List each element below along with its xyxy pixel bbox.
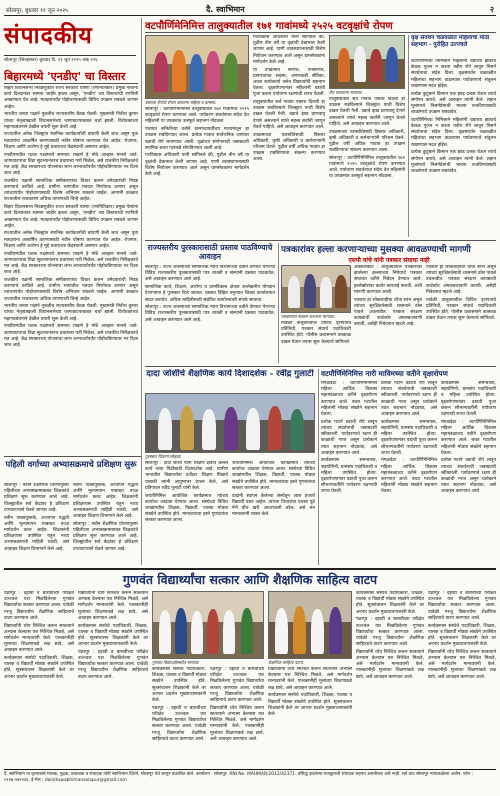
editorial-paragraph: भारतीय जनता पक्षाने नुकतीच राज्यस्तरीय बैठक घेतली. मुख्यमंत्री नितीश कुमार यांच्या नेतृत्वाखाली विधानसभेच्या जागावाटपाबाबत चर्चा झाली. विरोधकांच्या महागठबंधनाने देखील तयारी सुरू केली आहे. [4,112,138,130]
editorial-subline: सोलापूर (जिल्हास्तर) बुधवार दि. ११ जून २०२५ अंक १२६ [4,55,136,64]
column-divider [408,35,409,237]
students-col6 [356,591,424,767]
plantation-paragraph: उपक्रमाच्या यशस्वीतेसाठी विस्तार अधिकारी, कृषी अधिकारी व कर्मचाऱ्यांनी परिश्रम घेतले. पुढील वर्षी अधिक गावांत हा उपक्रम राबविण्याचा संकल्प करण्यात आला. [329,129,405,154]
editorial-paragraph: राज्यातील अनेक जिल्ह्यांत स्थानिक कार्यकर्त्यांची बांधणी केली जात असून युवा मतदारांना आकर्षित करण्यासाठी नवीन घोषणा करण्यात येत आहेत. रोजगार, शिक्षण आणि आरोग्य हे मुद्दे प्रचाराच्या केंद्रस्थानी असणार आहेत. [4,231,138,249]
editorial-masthead [4,18,136,63]
divider [4,83,138,84]
column-divider [278,243,279,363]
journalists-col0 [281,321,351,363]
divider [4,568,496,570]
journalists-paragraph: यावेळी तालुक्यातील विविध वृत्तपत्रांचे प्रतिनिधी, पत्रकार संघाचे पदाधिकारी उपस्थित होते. पोलीस प्रशासनाने तात्काळ दखल घेऊन तपास सुरू केल्याचे सांगितले. [426,297,496,322]
prize-photo [145,393,315,453]
students-paragraph: विद्यार्थ्यांनी ध्येय निश्चित करून सातत्याने अभ्यास केल्यास यश निश्चित मिळते, असे मार्गदर्शन मान्यवरांनी केले. पालकांनीही मुलांच्या शिक्षणाकडे लक्ष द्यावे, असे आवाहन करण्यात आले. [78,591,148,621]
plantation-paragraph: उपक्रमाच्या यशस्वीतेसाठी विस्तार अधिकारी, कृषी अधिकारी व कर्मचाऱ्यांनी परिश्रम घेतले. पुढील वर्षी अधिक गावांत हा उपक्रम राबविण्याचा संकल्प करण्यात आला. [253,132,325,163]
women-plant-paragraph: कार्यक्रमास समन्वयक, सहयोगिनी, ग्रामसंघ पदाधिकारी व महिला उपस्थित होत्या. वृक्षारोपणानंतर वडाची पूजा करून सौभाग्यवतींनी पर्यावरण रक्षणाची शपथ घेतली. [441,381,496,418]
books-photo-caption: शैक्षणिक साहित्य वाटप. [268,660,304,665]
journalists-col1 [354,265,422,363]
books-photo [268,591,352,659]
editorial-section-title: संपादकीय [4,22,93,49]
students-paragraph: कार्यक्रमास संस्थेचे पदाधिकारी, शिक्षक, पालक व विद्यार्थी मोठ्या संख्येने उपस्थित होते. सूत्रसंचालन शिक्षकांनी केले तर आभार प्रदर्शन मुख्याध्यापकांनी केले. [152,667,206,704]
students-paragraph: विद्यार्थ्यांनी ध्येय निश्चित करून सातत्याने अभ्यास केल्यास यश निश्चित मिळते, असे मार्गदर्शन मान्यवरांनी केले. पालकांनीही मुलांच्या शिक्षणाकडे लक्ष द्यावे, असे आवाहन करण्यात आले. [268,667,352,691]
women-story-headline: वृक्ष संवर्धन चळवळीत महिलांचा मोठा सहभाग - पुरोहित उज्ज्वले [411,35,490,48]
page-header-strip [4,3,496,16]
students-paragraph: विद्यार्थ्यांनी ध्येय निश्चित करून सातत्याने अभ्यास केल्यास यश निश्चित मिळते, असे मार्गदर्शन मान्यवरांनी केले. पालकांनीही मुलांच्या शिक्षणाकडे लक्ष द्यावे, असे आवाहन करण्यात आले. [428,649,496,680]
women-plant-col1 [321,381,377,565]
journalists-paragraph: अक्कलकोट : तालुक्यातील पत्रकारावर झालेल्या हल्ल्याच्या निषेधार्थ पत्रकार संघाच्या वतीने निवेदन देण्यात आले. हल्लेखोरांवर कठोर कारवाई करावी, अशी मागणी करण्यात आली. [354,265,422,295]
column-divider [318,369,319,565]
plantation-paragraph: सोलापूर : वटपौर्णिमेनिमित्त तालुक्यातील १७१ गावांमध्ये २५२५ वटवृक्षांचे रोपण करण्यात आले. पर्यावरण संवर्धनाचा संदेश देत महिलांनी या उपक्रमात उत्स्फूर्त सहभाग नोंदवला. [329,155,405,180]
students-paragraph: पंढरपूर : दहावी व बारावीच्या परीक्षेत उज्ज्वल यश मिळविलेल्या गुणवंत विद्यार्थ्यांचा सत्कार करण्यात आला. यावेळी गरजू विद्यार्थ्यांना शैक्षणिक साहित्याचे वाटप करण्यात आले. [4,591,74,621]
editorial-paragraph: एनडीएमधील घटक पक्षांमध्ये समन्वय राखणे हे मोठे आव्हान मानले जाते. जागावाटपाचा तिढा सुटल्यानंतरच प्रचाराला गती मिळेल, असे राजकीय निरीक्षकांचे मत आहे. केंद्र सरकारच्या योजनांचा लाभ लाभार्थ्यांपर्यंत पोहोचविण्यावर भर दिला जात आहे. [4,152,138,177]
students-paragraph: विद्यार्थ्यांनी ध्येय निश्चित करून सातत्याने अभ्यास केल्यास यश निश्चित मिळते, असे मार्गदर्शन मान्यवरांनी केले. पालकांनीही मुलांच्या शिक्षणाकडे लक्ष द्यावे, असे आवाहन करण्यात आले. [4,623,74,654]
award-paragraph: सामाजिक कार्य, शिक्षण, आरोग्य व ग्रामविकास क्षेत्रात उल्लेखनीय योगदान देणाऱ्यांना हे पुरस्कार दिले जातात. प्रस्ताव विहित नमुन्यात जिल्हा कार्यालयात सादर करावेत. अधिक माहितीसाठी संबंधित कार्यालयाशी संपर्क साधावा. [145,285,275,303]
students-paragraph: पंढरपूर : दहावी व बारावीच्या परीक्षेत उज्ज्वल यश मिळविलेल्या गुणवंत विद्यार्थ्यांचा सत्कार करण्यात आला. यावेळी गरजू विद्यार्थ्यांना शैक्षणिक साहित्याचे वाटप करण्यात आले. [78,649,148,680]
print-line-footer: दै. स्वाभिमान या वृत्तपत्राचे मालक, मुद्रक, प्रकाशक व संपादक यांनी स्वाभिमान प्रिंटर्स, सोलापूर येथे छापून प्रकाशित केले. कार्यालय : सोलापूर. RNI No. MAHMAR/2012/42371. प्रसिद्ध झालेल्या मजकुराशी संपादक सहमत असतीलच असे नाही. सर्व वाद सोलापूर न्यायकक्षेच्या अधीन. फोन : ०२१७-२७२२३४, ई-मेल : dainikswabhimansolapur@gmail.com [4,769,496,793]
plantation-paragraph: या उपक्रमात सरपंच, उपसरपंच, ग्रामपंचायत सदस्य, अंगणवाडी सेविका, आशा कार्यकर्त्या तसेच विद्यार्थ्यांनी सहभाग घेतला. वृक्षारोपणानंतर महिलांनी वडाची पूजा करून पर्यावरण रक्षणाची शपथ घेतली. [253,67,325,98]
editorial-paragraph: राज्यातील अनेक जिल्ह्यांत स्थानिक कार्यकर्त्यांची बांधणी केली जात असून युवा मतदारांना आकर्षित करण्यासाठी नवीन घोषणा करण्यात येत आहेत. रोजगार, शिक्षण आणि आरोग्य हे मुद्दे प्रचाराच्या केंद्रस्थानी असणार आहेत. [4,132,138,150]
journalists-paragraph: यावेळी तालुक्यातील विविध वृत्तपत्रांचे प्रतिनिधी, पत्रकार संघाचे पदाधिकारी उपस्थित होते. पोलीस प्रशासनाने तात्काळ दखल घेऊन तपास सुरू केल्याचे सांगितले. [281,321,351,345]
women-plant-col3 [441,381,496,565]
award-paragraph: सोलापूर : राज्य शासनाच्या सामाजिक न्याय विभागाच्या वतीने देण्यात येणाऱ्या विविध राज्यस्तरीय पुरस्कारांसाठी पात्र व्यक्ती व संस्थांनी प्रस्ताव पाठवावेत, असे आवाहन करण्यात आले आहे. [145,265,275,283]
joshi-col1 [145,461,228,565]
women-plant-paragraph: मंगळवेढा : वटपौर्णिमेनिमित्त महिला आर्थिक विकास महामंडळाच्या वतीने वृक्षारोपण करण्यात आले. बचत गटातील महिलांनी मोठ्या संख्येने सहभाग घेतला. [381,458,437,495]
joshi-headline: दादा जोशींचे शैक्षणिक कार्य दिशादर्शक - रवींद्र गुलाटी [146,369,314,379]
plantation-paragraph: गटविकास अधिकारी यांनी सांगितले की, पुढील तीन वर्षे या वृक्षांची देखभाल केली जाणार आहे. पाणी व्यवस्थापनासाठी विशेष नियोजन करण्यात आले असून ग्रामसेवकांना मार्गदर्शन केले आहे. [145,153,249,178]
editorial-paragraph: राजकीय पक्षांनी सामाजिक समीकरणांचा विचार करून उमेदवारांची निवड करण्याचे ठरविले आहे. ग्रामीण भागातील मतदार निर्णायक ठरणार असून त्यांच्यापर्यंत पोहोचण्यासाठी विशेष अभियान राबवले जाईल. आगामी काळात राज्यातील राजकारण अधिक तापण्याची चिन्हे आहेत. [4,178,138,203]
award-body [145,265,275,363]
training-paragraph: नवीन पाठ्यपुस्तके, अध्यापन पद्धती आणि मूल्यमापन याबाबत तज्ज्ञ मार्गदर्शन करत आहेत. शिक्षकांनी प्रशिक्षणास उपस्थित राहून नव्या अभ्यासक्रमाची माहिती घ्यावी, असे आवाहन शिक्षण विभागाने केले आहे. [4,515,69,552]
journalists-subhead: एसपी यांचे यांनी पत्रकार संघाचा नाही [348,257,430,264]
prize-photo-caption: पुरस्कार वितरण सोहळा. [145,454,182,459]
editorial-paragraph: बिहार विधानसभा निवडणुकीत राज्य सरकारी यंत्रणा (रणनितिकार) प्रमुख नेत्यांना कार्य दिल्यानंतर सामना जाहीर झाला असून, 'एनडीए' च्या विस्ताराची रणनिती आखण्यात येत आहे. मतदारांपर्यंत पोहोचण्यासाठी विविध उपक्रम राबवले जाणार आहेत. [4,205,138,229]
training-col1 [4,483,69,565]
editorial-paragraph: एनडीएमधील घटक पक्षांमध्ये समन्वय राखणे हे मोठे आव्हान मानले जाते. जागावाटपाचा तिढा सुटल्यानंतरच प्रचाराला गती मिळेल, असे राजकीय निरीक्षकांचे मत आहे. केंद्र सरकारच्या योजनांचा लाभ लाभार्थ्यांपर्यंत पोहोचविण्यावर भर दिला जात आहे. [4,324,138,348]
women-story-paragraph: वटपौर्णिमेच्या निमित्ताने महिलांनी वडाच्या झाडाचे केवळ पूजन न करता नवीन रोपे लावून निसर्ग संवर्धनाचा संदेश दिला. वृक्षसंवर्धन चळवळीत महिलांचा सहभाग वाढल्यास पर्यावरणाचे संतुलन राखण्यास मदत होईल. [411,117,496,148]
editorial-headline: बिहारमध्ये 'एनडीए' चा विस्तार [4,70,126,83]
plantation-col2 [253,35,325,237]
women-story-paragraph: प्रत्येक कुटुंबाने किमान एक झाड दत्तक घेऊन त्याचे संगोपन करावे, असे आवाहन त्यांनी केले. लहान मुलांमध्ये निसर्गप्रेमाची भावना रुजविण्यासाठी शाळांमध्ये उपक्रम राबवावेत. [411,150,496,174]
plantation-photo [145,35,249,99]
women-plant-paragraph: मंगळवेढा : वटपौर्णिमेनिमित्त महिला आर्थिक विकास महामंडळाच्या वतीने वृक्षारोपण करण्यात आले. बचत गटातील महिलांनी मोठ्या संख्येने सहभाग घेतला. [321,381,377,418]
award-paragraph: सोलापूर : राज्य शासनाच्या सामाजिक न्याय विभागाच्या वतीने देण्यात येणाऱ्या विविध राज्यस्तरीय पुरस्कारांसाठी पात्र व्यक्ती व संस्थांनी प्रस्ताव पाठवावेत, असे आवाहन करण्यात आले आहे. [145,305,275,323]
journalists-paragraph: पत्रकार हा लोकशाहीचा चौथा स्तंभ असून त्यांच्या सुरक्षिततेसाठी शासनाने ठोस पावले उचलावीत. पत्रकार संरक्षण कायद्याची काटेकोर अंमलबजावणी करावी, असेही निवेदनात म्हटले आहे. [354,297,422,328]
women-story-paragraph: वटपौर्णिमेच्या निमित्ताने महिलांनी वडाच्या झाडाचे केवळ पूजन न करता नवीन रोपे लावून निसर्ग संवर्धनाचा संदेश दिला. वृक्षसंवर्धन चळवळीत महिलांचा सहभाग वाढल्यास पर्यावरणाचे संतुलन राखण्यास मदत होईल. [411,59,496,89]
students-col7 [428,591,496,767]
training-col2 [73,483,138,565]
students-photo [152,591,264,659]
students-paragraph: कार्यक्रमास संस्थेचे पदाधिकारी, शिक्षक, पालक व विद्यार्थी मोठ्या संख्येने उपस्थित होते. सूत्रसंचालन शिक्षकांनी केले तर आभार प्रदर्शन मुख्याध्यापकांनी केले. [78,623,148,648]
ceremony-photo-caption: रोप लावताना मान्यवर. [329,90,363,95]
plantation-photo-caption: वडाच्या रोपांचे रोपण करताना महिला व ग्रामस्थ. [145,100,217,105]
plantation-col1 [145,107,249,237]
plantation-paragraph: तालुक्यातील सर्व गावांत एकाच दिवशी हा उपक्रम राबविल्याने जिल्ह्यात याची विशेष दखल घेतली गेली. वडाचे झाड प्राणवायू देणारे असल्याने त्याचे महत्त्व सर्वांनी जाणून घेतले पाहिजे, असे आवाहन करण्यात आले. [329,97,405,127]
joshi-col2 [232,461,315,565]
header-date: सोलापूर, बुधवार ११ जून २०२५ [6,8,68,14]
editorial-paragraph: राजकीय पक्षांनी सामाजिक समीकरणांचा विचार करून उमेदवारांची निवड करण्याचे ठरविले आहे. ग्रामीण भागातील मतदार निर्णायक ठरणार असून त्यांच्यापर्यंत पोहोचण्यासाठी विशेष अभियान राबवले जाईल. आगामी काळात राज्यातील राजकारण अधिक तापण्याची चिन्हे आहेत. [4,277,138,302]
journalists-photo [281,265,351,313]
students-paragraph: पंढरपूर : दहावी व बारावीच्या परीक्षेत उज्ज्वल यश मिळविलेल्या गुणवंत विद्यार्थ्यांचा सत्कार करण्यात आला. यावेळी गरजू विद्यार्थ्यांना शैक्षणिक साहित्याचे वाटप करण्यात आले. [210,667,264,704]
plantation-paragraph: तालुक्यातील सर्व गावांत एकाच दिवशी हा उपक्रम राबविल्याने जिल्ह्यात याची विशेष दखल घेतली गेली. वडाचे झाड प्राणवायू देणारे असल्याने त्याचे महत्त्व सर्वांनी जाणून घेतले पाहिजे, असे आवाहन करण्यात आले. [253,100,325,130]
students-col1 [4,591,74,767]
editorial-body [4,86,138,453]
women-plant-headline: वटपौर्णिमेनिमित्त नारी माविमच्या वतीने वृक्षारोपण [321,369,448,378]
students-paragraph: विद्यार्थ्यांनी ध्येय निश्चित करून सातत्याने अभ्यास केल्यास यश निश्चित मिळते, असे मार्गदर्शन मान्यवरांनी केले. पालकांनीही मुलांच्या शिक्षणाकडे लक्ष द्यावे, असे आवाहन करण्यात आले. [210,705,264,742]
students-col5 [268,667,352,767]
students-headline: गुणवंत विद्यार्थ्यांचा सत्कार आणि शैक्षणिक साहित्य वाटप [122,572,378,587]
women-story-body [411,59,496,237]
students-paragraph: पंढरपूर : दहावी व बारावीच्या परीक्षेत उज्ज्वल यश मिळविलेल्या गुणवंत विद्यार्थ्यांचा सत्कार करण्यात आला. यावेळी गरजू विद्यार्थ्यांना शैक्षणिक साहित्याचे वाटप करण्यात आले. [428,591,496,621]
students-paragraph: विद्यार्थ्यांनी ध्येय निश्चित करून सातत्याने अभ्यास केल्यास यश निश्चित मिळते, असे मार्गदर्शन मान्यवरांनी केले. पालकांनीही मुलांच्या शिक्षणाकडे लक्ष द्यावे, असे आवाहन करण्यात आले. [356,649,424,680]
plantation-paragraph: गटविकास अधिकारी यांनी सांगितले की, पुढील तीन वर्षे या वृक्षांची देखभाल केली जाणार आहे. पाणी व्यवस्थापनासाठी विशेष नियोजन करण्यात आले असून ग्रामसेवकांना मार्गदर्शन केले आहे. [253,35,325,65]
students-paragraph: पंढरपूर : दहावी व बारावीच्या परीक्षेत उज्ज्वल यश मिळविलेल्या गुणवंत विद्यार्थ्यांचा सत्कार करण्यात आला. यावेळी गरजू विद्यार्थ्यांना शैक्षणिक साहित्याचे वाटप करण्यात आले. [356,617,424,648]
award-headline: राज्यस्तरीय पुरस्कारासाठी प्रस्ताव पाठविण्याचे आवाहन [147,243,273,261]
editorial-paragraph: भारतीय जनता पक्षाने नुकतीच राज्यस्तरीय बैठक घेतली. मुख्यमंत्री नितीश कुमार यांच्या नेतृत्वाखाली विधानसभेच्या जागावाटपाबाबत चर्चा झाली. विरोधकांच्या महागठबंधनाने देखील तयारी सुरू केली आहे. [4,304,138,322]
plantation-headline: वटपौर्णिमेनिमित्त तालुक्यातील १७१ गावांमध्ये २५२५ वटवृक्षांचे रोपण [145,20,393,32]
joshi-paragraph: सोलापूर : दादा जोशी यांनी शिक्षण क्षेत्रात केलेले कार्य नव्या पिढीसाठी दिशादर्शक आहे. ग्रामीण भागातील विद्यार्थ्यांना दर्जेदार शिक्षण मिळावे यासाठी त्यांनी आयुष्यभर प्रयत्न केले, असे प्रतिपादन रवींद्र गुलाटी यांनी केले. [145,461,228,491]
students-col4 [210,667,264,767]
women-plant-paragraph: कार्यक्रमास समन्वयक, सहयोगिनी, ग्रामसंघ पदाधिकारी व महिला उपस्थित होत्या. वृक्षारोपणानंतर वडाची पूजा करून सौभाग्यवतींनी पर्यावरण रक्षणाची शपथ घेतली. [381,419,437,456]
journalists-headline: पत्रकारांवर हल्ला करणाऱ्याच्या मुसक्या आवळण्याची मागणी [281,245,471,255]
joshi-paragraph: दादांनी स्थापन केलेल्या संस्थेतून आज हजारो विद्यार्थी घडत आहेत. त्यांच्या विचारांचा वारसा पुढे नेणे हीच खरी आदरांजली ठरेल, असे मत मान्यवरांनी व्यक्त केले. [232,493,315,518]
divider [145,366,496,367]
editorial-paragraph: बिहार विधानसभा निवडणुकीत राज्य सरकारी यंत्रणा (रणनितिकार) प्रमुख नेत्यांना कार्य दिल्यानंतर सामना जाहीर झाला असून, 'एनडीए' च्या विस्ताराची रणनिती आखण्यात येत आहे. मतदारांपर्यंत पोहोचण्यासाठी विविध उपक्रम राबवले जाणार आहेत. [4,86,138,110]
women-plant-paragraph: प्रत्येक गटाने वडाची रोपे लावून त्याच्या संवर्धनाची जबाबदारी स्वीकारली. पर्यावरणाचे रक्षण ही काळाची गरज असून प्रत्येकाने त्यात सहभाग नोंदवावा, असे आवाहन करण्यात आले. [321,419,377,456]
training-paragraph: सोलापूर : नवीन शैक्षणिक धोरणानुसार पहिलीच्या अभ्यासक्रमाबाबत शिक्षकांचे प्रशिक्षण सुरू करण्यात आले आहे. जिल्ह्यातील सर्व केंद्रांवर हे प्रशिक्षण टप्प्याटप्प्याने घेतले जाणार आहे. [73,521,138,552]
students-paragraph: कार्यक्रमास संस्थेचे पदाधिकारी, शिक्षक, पालक व विद्यार्थी मोठ्या संख्येने उपस्थित होते. सूत्रसंचालन शिक्षकांनी केले तर आभार प्रदर्शन मुख्याध्यापकांनी केले. [428,623,496,648]
training-headline: पहिली वर्गाच्या अभ्यासक्रमाचे प्रशिक्षण सुरू [5,459,137,469]
header-page-number: २ [489,5,494,14]
students-col2 [78,591,148,767]
students-photo-caption: गुणवंत विद्यार्थ्यांसमवेत मान्यवर. [152,660,200,665]
women-plant-paragraph: मंगळवेढा : वटपौर्णिमेनिमित्त महिला आर्थिक विकास महामंडळाच्या वतीने वृक्षारोपण करण्यात आले. बचत गटातील महिलांनी मोठ्या संख्येने सहभाग घेतला. [441,419,496,456]
column-divider [141,18,142,565]
newspaper-page [4,3,496,793]
training-paragraph: नवीन पाठ्यपुस्तके, अध्यापन पद्धती आणि मूल्यमापन याबाबत तज्ज्ञ मार्गदर्शन करत आहेत. शिक्षकांनी प्रशिक्षणास उपस्थित राहून नव्या अभ्यासक्रमाची माहिती घ्यावी, असे आवाहन शिक्षण विभागाने केले आहे. [73,483,138,520]
joshi-paragraph: जयंतीनिमित्त आयोजित कार्यक्रमात त्यांच्या कार्याचा आढावा घेण्यात आला. संस्थेच्या विविध शाखांमधील शिक्षक, विद्यार्थी, पालक मोठ्या संख्येने उपस्थित होते. मान्यवरांच्या हस्ते गुणवंतांचा सत्कार करण्यात आला. [232,461,315,491]
editorial-paragraph: एनडीएमधील घटक पक्षांमध्ये समन्वय राखणे हे मोठे आव्हान मानले जाते. जागावाटपाचा तिढा सुटल्यानंतरच प्रचाराला गती मिळेल, असे राजकीय निरीक्षकांचे मत आहे. केंद्र सरकारच्या योजनांचा लाभ लाभार्थ्यांपर्यंत पोहोचविण्यावर भर दिला जात आहे. [4,251,138,276]
divider [145,240,496,241]
students-paragraph: कार्यक्रमास संस्थेचे पदाधिकारी, शिक्षक, पालक व विद्यार्थी मोठ्या संख्येने उपस्थित होते. सूत्रसंचालन शिक्षकांनी केले तर आभार प्रदर्शन मुख्याध्यापकांनी केले. [356,591,424,615]
journalists-photo-caption: पत्रकारांचा सत्कार करताना मान्यवर. [281,314,335,319]
students-paragraph: पंढरपूर : दहावी व बारावीच्या परीक्षेत उज्ज्वल यश मिळविलेल्या गुणवंत विद्यार्थ्यांचा सत्कार करण्यात आला. यावेळी गरजू विद्यार्थ्यांना शैक्षणिक साहित्याचे वाटप करण्यात आले. [152,705,206,742]
divider [145,32,496,33]
divider [4,456,141,457]
women-plant-paragraph: प्रत्येक गटाने वडाची रोपे लावून त्याच्या संवर्धनाची जबाबदारी स्वीकारली. पर्यावरणाचे रक्षण ही काळाची गरज असून प्रत्येकाने त्यात सहभाग नोंदवावा, असे आवाहन करण्यात आले. [381,381,437,418]
journalists-col2 [426,265,496,363]
women-plant-paragraph: कार्यक्रमास समन्वयक, सहयोगिनी, ग्रामसंघ पदाधिकारी व महिला उपस्थित होत्या. वृक्षारोपणानंतर वडाची पूजा करून सौभाग्यवतींनी पर्यावरण रक्षणाची शपथ घेतली. [321,458,377,495]
women-plant-paragraph: प्रत्येक गटाने वडाची रोपे लावून त्याच्या संवर्धनाची जबाबदारी स्वीकारली. पर्यावरणाचे रक्षण ही काळाची गरज असून प्रत्येकाने त्यात सहभाग नोंदवावा, असे आवाहन करण्यात आले. [441,458,496,495]
training-paragraph: सोलापूर : नवीन शैक्षणिक धोरणानुसार पहिलीच्या अभ्यासक्रमाबाबत शिक्षकांचे प्रशिक्षण सुरू करण्यात आले आहे. जिल्ह्यातील सर्व केंद्रांवर हे प्रशिक्षण टप्प्याटप्प्याने घेतले जाणार आहे. [4,483,69,513]
women-plant-col2 [381,381,437,565]
journalists-paragraph: पत्रकार हा लोकशाहीचा चौथा स्तंभ असून त्यांच्या सुरक्षिततेसाठी शासनाने ठोस पावले उचलावीत. पत्रकार संरक्षण कायद्याची काटेकोर अंमलबजावणी करावी, असेही निवेदनात म्हटले आहे. [426,265,496,295]
ceremony-photo [329,35,405,89]
students-paragraph: कार्यक्रमास संस्थेचे पदाधिकारी, शिक्षक, पालक व विद्यार्थी मोठ्या संख्येने उपस्थित होते. सूत्रसंचालन शिक्षकांनी केले तर आभार प्रदर्शन मुख्याध्यापकांनी केले. [4,656,74,680]
women-story-paragraph: प्रत्येक कुटुंबाने किमान एक झाड दत्तक घेऊन त्याचे संगोपन करावे, असे आवाहन त्यांनी केले. लहान मुलांमध्ये निसर्गप्रेमाची भावना रुजविण्यासाठी शाळांमध्ये उपक्रम राबवावेत. [411,91,496,116]
students-paragraph: कार्यक्रमास संस्थेचे पदाधिकारी, शिक्षक, पालक व विद्यार्थी मोठ्या संख्येने उपस्थित होते. सूत्रसंचालन शिक्षकांनी केले तर आभार प्रदर्शन मुख्याध्यापकांनी केले. [268,693,352,717]
joshi-paragraph: जयंतीनिमित्त आयोजित कार्यक्रमात त्यांच्या कार्याचा आढावा घेण्यात आला. संस्थेच्या विविध शाखांमधील शिक्षक, विद्यार्थी, पालक मोठ्या संख्येने उपस्थित होते. मान्यवरांच्या हस्ते गुणवंतांचा सत्कार करण्यात आला. [145,493,228,524]
header-masthead: दै. स्वाभिमान [206,5,245,14]
plantation-paragraph: पंचायत समितीच्या वतीने ग्रामपंचायतींच्या माध्यमातून हा उपक्रम राबविण्यात आला. प्रत्येक गावात सार्वजनिक जागांवर वडाची रोपे लावण्यात आली. वृक्षांच्या संगोपनाची जबाबदारी स्थानिक बचत गटांकडे सोपविण्यात आली आहे. [145,127,249,151]
plantation-paragraph: सोलापूर : वटपौर्णिमेनिमित्त तालुक्यातील १७१ गावांमध्ये २५२५ वटवृक्षांचे रोपण करण्यात आले. पर्यावरण संवर्धनाचा संदेश देत महिलांनी या उपक्रमात उत्स्फूर्त सहभाग नोंदवला. [145,107,249,125]
plantation-col3 [329,97,405,237]
students-col3 [152,667,206,767]
